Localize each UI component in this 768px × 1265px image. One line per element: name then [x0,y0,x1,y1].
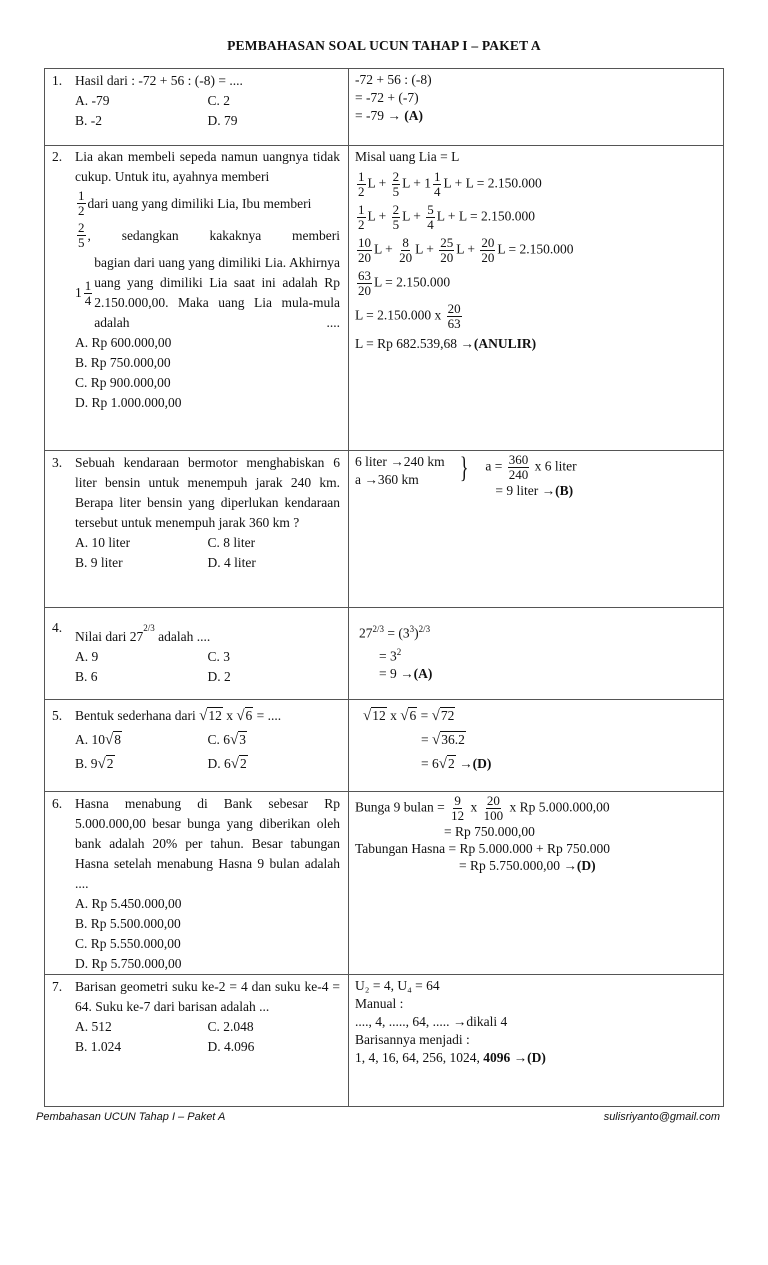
option-b: B. 6 [75,669,98,684]
solution-table [44,68,724,1107]
answer-key: 4096 →(D) [483,1050,546,1065]
question-cell [45,608,349,700]
answer-cell [349,975,724,1107]
question-cell [45,792,349,975]
option-a: A. -79 [75,93,110,108]
answer-line: = -79 → [355,108,405,123]
question-text: Nilai dari $27^{2/3}$ adalah .... [75,623,211,644]
answer-line: a →360 km [355,472,419,487]
answer-equation: $\frac{63}{20}$ L = 2.150.000 [358,268,451,298]
fraction: $\frac{1}{2}$ [78,188,85,218]
answer-equation: $\frac{1}{2}$ L + $\frac{2}{5}$ L + 1 $\frac{1}{4}$ L + L = 2.150.000 [358,169,542,199]
answer-line: 1, 4, 16, 64, 256, 1024, [355,1050,480,1065]
option-b: B. 9 liter [75,555,123,570]
question-text: Hasil dari : -72 + 56 : (-8) = .... [75,73,243,88]
question-cell [45,975,349,1107]
answer-cell [349,69,724,146]
answer-cell [349,451,724,608]
question-number: 1. [52,73,63,88]
option-a: A. 9 [75,649,99,664]
option-d: D. 4.096 [207,1039,255,1054]
answer-line: L = Rp 682.539,68 → [355,336,474,351]
answer-equation: √12 x √6 = √72 [363,708,455,724]
fraction: $\frac{2}{5}$ [78,220,85,250]
answer-line: ...., 4, ....., 64, ..... →dikali 4 [355,1014,508,1029]
answer-equation: = 6√2 →(D) [421,756,492,772]
question-cell [45,451,349,608]
option-a: A. Rp 600.000,00 [75,335,172,350]
option-b: B. Rp 5.500.000,00 [75,916,181,931]
question-text: Sebuah kendaraan bermotor menghabiskan 6 liter bensin untuk menempuh jarak 240 km. Berapa liter bensin yang diperlukan kendaraan tersebut untuk menempuh jarak 360 km ? [75,455,340,530]
answer-key: (ANULIR) [473,336,537,351]
answer-equation: $27^{2/3} = (3^3)^{2/3}$ [359,624,431,641]
answer-key: (A) [404,108,423,123]
answer-equation: $\frac{1}{2}$ L + $\frac{2}{5}$ L + $\frac{5}{4}$ L + L = 2.150.000 [358,202,535,232]
question-cell: 2. Lia akan membeli sepeda namun uangnya tidak cukup. Untuk itu, ayahnya memberi $\frac{1}{2}$ dari uang yang dimiliki Lia, Ibu memberi $\frac{2}{5}$ , sedangkan kakaknya memberi 1 $\frac{1}{4}$ bagian dari uang yang dimiliki Lia. Akhirnya uang yang dimiliki Lia saat ini adalah Rp 2.150.000,00. Maka uang Lia mula-mula adalah .... A. Rp 600.000,00 B. Rp 750.000,00 C. Rp 900.000,00 D. Rp 1.000.000,00 [45,146,349,451]
question-text: Bentuk sederhana dari √12 x √6 = .... [75,708,282,724]
answer-line: Barisannya menjadi : [355,1032,470,1047]
option-d: D. Rp 5.750.000,00 [75,956,182,971]
question-text: bagian dari uang yang dimiliki Lia. Akhirnya uang yang dimiliki Lia saat ini adalah Rp 2.150.000,00. Maka uang Lia mula-mula adalah .... [94,255,340,330]
answer-line: = 9 → [379,666,414,681]
brace-icon: } [459,451,469,484]
question-number: 6. [52,796,63,811]
option-c: C. 6√3 [207,732,246,748]
answer-line: = 9 liter → [495,483,556,498]
answer-cell [349,792,724,975]
answer-key: (A) [413,666,433,681]
question-text: , sedangkan kakaknya memberi [87,227,340,243]
question-text: dari uang yang dimiliki Lia, Ibu memberi [87,195,312,211]
option-b: B. 9√2 [75,756,114,772]
footer-email: sulisriyanto@gmail.com [603,1111,720,1123]
answer-key: (D) [576,858,596,873]
page-title: PEMBAHASAN SOAL UCUN TAHAP I – PAKET A [227,38,541,53]
option-b: B. Rp 750.000,00 [75,355,171,370]
question-text: Barisan geometri suku ke-2 = 4 dan suku ke-4 = 64. Suku ke-7 dari barisan adalah ... [75,979,340,1014]
answer-line: = Rp 750.000,00 [444,824,535,839]
question-cell [45,69,349,146]
answer-line: -72 + 56 : (-8) [355,72,432,87]
answer-key: (D) [472,756,492,771]
question-row-2 [45,146,724,451]
option-d: D. Rp 1.000.000,00 [75,395,182,410]
question-row-3 [45,451,724,608]
option-d: D. 2 [207,669,231,684]
question-text: Lia akan membeli sepeda namun uangnya tidak cukup. Untuk itu, ayahnya memberi [75,149,340,184]
answer-cell [349,700,724,792]
question-text: Hasna menabung di Bank sebesar Rp 5.000.000,00 besar bunga yang diberikan oleh bank adalah 20% per tahun. Besar tabungan Hasna setelah menabung Hasna 9 bulan adalah .... [75,796,340,891]
option-a: A. Rp 5.450.000,00 [75,896,182,911]
option-d: D. 79 [207,113,238,128]
answer-line: = -72 + (-7) [355,90,419,105]
question-row-5 [45,700,724,792]
option-c: C. 2 [207,93,231,108]
answer-equation: = √36.2 [421,732,465,748]
question-row-4 [45,608,724,700]
option-b: B. -2 [75,113,102,128]
option-a: A. 512 [75,1019,112,1034]
fraction: $\frac{1}{4}$ [84,277,92,308]
question-number: 2. [52,149,63,164]
answer-cell [349,608,724,700]
option-c: C. 3 [207,649,231,664]
answer-line: Misal uang Lia = L [355,149,460,164]
question-number: 4. [52,620,63,635]
question-number: 7. [52,979,63,994]
question-cell [45,700,349,792]
answer-cell [349,146,724,451]
answer-equation: a = $\frac{360}{240}$ x 6 liter [485,452,577,482]
answer-equation: L = 2.150.000 x $\frac{20}{63}$ [355,301,461,331]
question-row-7 [45,975,724,1107]
option-a: A. 10√8 [75,732,121,748]
answer-line: = $3^2$ [379,646,402,663]
option-a: A. 10 liter [75,535,131,550]
question-number: 3. [52,455,63,470]
option-d: D. 4 liter [207,555,256,570]
answer-line: Manual : [355,996,404,1011]
option-c: C. 2.048 [207,1019,254,1034]
question-row-6 [45,792,724,975]
question-row-1 [45,69,724,146]
option-c: C. Rp 5.550.000,00 [75,936,181,951]
answer-line: = Rp 5.750.000,00 → [459,858,577,873]
option-c: C. 8 liter [207,535,256,550]
answer-line: Tabungan Hasna = Rp 5.000.000 + Rp 750.000 [355,841,611,856]
footer-left: Pembahasan UCUN Tahap I – Paket A [36,1111,226,1123]
answer-line: U₂ = 4, U₄ = 64 [355,978,440,993]
option-c: C. Rp 900.000,00 [75,375,171,390]
answer-line: 6 liter →240 km [355,454,445,469]
answer-equation: Bunga 9 bulan = $\frac{9}{12}$ x $\frac{20}{100}$ x Rp 5.000.000,00 [355,793,610,823]
option-b: B. 1.024 [75,1039,122,1054]
answer-equation: $\frac{10}{20}$ L + $\frac{8}{20}$ L + $\frac{25}{20}$ L + $\frac{20}{20}$ L = 2.150.000 [358,235,574,265]
question-number: 5. [52,708,63,723]
option-d: D. 6√2 [207,756,247,772]
answer-key: (B) [555,483,574,498]
